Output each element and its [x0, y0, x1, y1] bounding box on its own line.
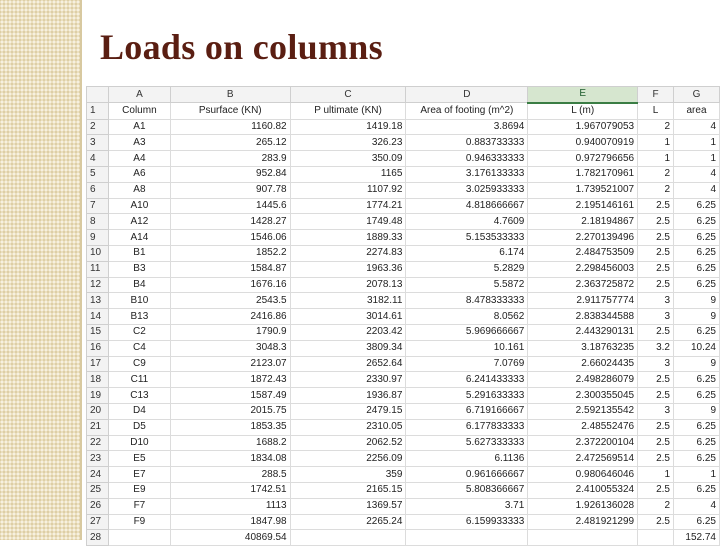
table-cell[interactable]: 0.946333333 [406, 151, 528, 167]
row-number[interactable]: 11 [87, 261, 109, 277]
table-cell[interactable]: D4 [108, 403, 170, 419]
table-cell[interactable]: 907.78 [170, 182, 290, 198]
spreadsheet [86, 86, 720, 543]
table-cell[interactable]: F7 [108, 498, 170, 514]
table-cell[interactable]: E9 [108, 482, 170, 498]
table-cell[interactable]: 2.5 [638, 214, 674, 230]
table-cell[interactable]: 6.25 [674, 388, 720, 404]
table-cell[interactable]: 2.5 [638, 245, 674, 261]
table-cell[interactable] [638, 530, 674, 546]
row-number[interactable]: 14 [87, 309, 109, 325]
table-cell[interactable]: 2.498286079 [528, 372, 638, 388]
table-cell[interactable]: 2.5 [638, 261, 674, 277]
table-cell[interactable] [406, 530, 528, 546]
header-cell[interactable]: L [638, 103, 674, 119]
spreadsheet-table [86, 86, 720, 546]
table-cell[interactable]: 6.174 [406, 245, 528, 261]
table-cell[interactable]: 6.25 [674, 261, 720, 277]
table-cell[interactable]: B3 [108, 261, 170, 277]
header-cell[interactable]: Column [108, 103, 170, 119]
table-cell[interactable]: 6.25 [674, 245, 720, 261]
table-row [87, 230, 720, 246]
sheet-body [87, 103, 720, 546]
table-row [87, 151, 720, 167]
table-cell[interactable]: 2062.52 [290, 435, 406, 451]
table-cell[interactable]: 5.2829 [406, 261, 528, 277]
table-cell[interactable]: 2165.15 [290, 482, 406, 498]
table-cell[interactable]: 6.25 [674, 230, 720, 246]
table-cell[interactable]: 6.25 [674, 198, 720, 214]
table-row [87, 277, 720, 293]
table-row [87, 482, 720, 498]
header-cell[interactable]: Area of footing (m^2) [406, 103, 528, 119]
table-cell[interactable]: 2652.64 [290, 356, 406, 372]
table-row [87, 182, 720, 198]
table-cell[interactable]: 1 [638, 135, 674, 151]
table-cell[interactable]: C2 [108, 324, 170, 340]
table-cell[interactable]: 2.270139496 [528, 230, 638, 246]
table-cell[interactable]: 2.443290131 [528, 324, 638, 340]
table-cell[interactable]: 6.177833333 [406, 419, 528, 435]
table-cell[interactable]: 2203.42 [290, 324, 406, 340]
table-cell[interactable]: 1.782170961 [528, 166, 638, 182]
table-cell[interactable]: C4 [108, 340, 170, 356]
table-cell[interactable]: 9 [674, 356, 720, 372]
table-cell[interactable]: 1847.98 [170, 514, 290, 530]
row-number[interactable]: 8 [87, 214, 109, 230]
table-cell[interactable]: A3 [108, 135, 170, 151]
table-cell[interactable]: 6.1136 [406, 451, 528, 467]
table-cell[interactable]: 3182.11 [290, 293, 406, 309]
table-cell[interactable]: 2 [638, 498, 674, 514]
table-cell[interactable]: F9 [108, 514, 170, 530]
column-header-c[interactable]: C [290, 87, 406, 103]
table-cell[interactable]: 2.5 [638, 419, 674, 435]
table-cell[interactable]: 1 [638, 467, 674, 483]
table-row [87, 340, 720, 356]
table-cell[interactable]: 2078.13 [290, 277, 406, 293]
table-cell[interactable]: 2.472569514 [528, 451, 638, 467]
table-cell[interactable]: 2265.24 [290, 514, 406, 530]
table-cell[interactable]: 1.926136028 [528, 498, 638, 514]
table-cell[interactable]: 7.0769 [406, 356, 528, 372]
table-cell[interactable]: 3 [638, 356, 674, 372]
table-cell[interactable]: 2.410055324 [528, 482, 638, 498]
table-cell[interactable]: A10 [108, 198, 170, 214]
table-cell[interactable]: 2543.5 [170, 293, 290, 309]
decorative-side-pattern [0, 0, 80, 540]
table-cell[interactable]: B10 [108, 293, 170, 309]
table-cell[interactable]: 2.911757774 [528, 293, 638, 309]
table-row [87, 261, 720, 277]
table-row [87, 245, 720, 261]
table-cell[interactable]: 2123.07 [170, 356, 290, 372]
table-cell[interactable]: 1872.43 [170, 372, 290, 388]
table-cell[interactable]: 2.5 [638, 372, 674, 388]
table-cell[interactable]: 6.25 [674, 435, 720, 451]
table-cell[interactable]: 10.24 [674, 340, 720, 356]
table-cell[interactable]: 6.25 [674, 419, 720, 435]
table-cell[interactable]: 6.241433333 [406, 372, 528, 388]
table-cell[interactable]: 1 [674, 467, 720, 483]
table-cell[interactable]: C13 [108, 388, 170, 404]
table-cell[interactable]: 326.23 [290, 135, 406, 151]
table-cell[interactable]: 5.627333333 [406, 435, 528, 451]
table-cell[interactable]: 1852.2 [170, 245, 290, 261]
table-cell[interactable]: 1963.36 [290, 261, 406, 277]
table-cell[interactable]: 3 [638, 403, 674, 419]
table-row [87, 214, 720, 230]
table-cell[interactable]: 3.2 [638, 340, 674, 356]
table-cell[interactable]: 2.5 [638, 482, 674, 498]
table-cell[interactable]: 2.5 [638, 198, 674, 214]
row-number[interactable]: 26 [87, 498, 109, 514]
row-number[interactable]: 6 [87, 182, 109, 198]
table-cell[interactable]: 2.5 [638, 451, 674, 467]
column-header-g[interactable]: G [674, 87, 720, 103]
column-header-b[interactable]: B [170, 87, 290, 103]
table-cell[interactable]: 1688.2 [170, 435, 290, 451]
slide-title: Loads on columns [100, 27, 383, 67]
row-number[interactable]: 25 [87, 482, 109, 498]
table-cell[interactable]: 2.372200104 [528, 435, 638, 451]
table-cell[interactable]: 2.838344588 [528, 309, 638, 325]
table-cell[interactable]: 9 [674, 293, 720, 309]
row-number[interactable]: 21 [87, 419, 109, 435]
row-number[interactable]: 2 [87, 119, 109, 135]
table-cell[interactable]: A6 [108, 166, 170, 182]
table-cell[interactable]: 1445.6 [170, 198, 290, 214]
table-cell[interactable]: 2.5 [638, 514, 674, 530]
table-cell[interactable]: 1889.33 [290, 230, 406, 246]
table-cell[interactable]: B4 [108, 277, 170, 293]
table-cell[interactable]: 1853.35 [170, 419, 290, 435]
table-cell[interactable]: A1 [108, 119, 170, 135]
table-row [87, 388, 720, 404]
table-cell[interactable]: 952.84 [170, 166, 290, 182]
table-cell[interactable]: 4 [674, 166, 720, 182]
table-cell[interactable]: A12 [108, 214, 170, 230]
table-cell[interactable]: 3 [638, 293, 674, 309]
table-cell[interactable]: 2330.97 [290, 372, 406, 388]
table-cell[interactable]: 265.12 [170, 135, 290, 151]
table-cell[interactable]: 10.161 [406, 340, 528, 356]
table-cell[interactable]: 2416.86 [170, 309, 290, 325]
table-cell[interactable]: 2.5 [638, 435, 674, 451]
table-cell[interactable]: 3.71 [406, 498, 528, 514]
table-cell[interactable]: 2.5 [638, 230, 674, 246]
table-cell[interactable]: 3.025933333 [406, 182, 528, 198]
table-cell[interactable]: 6.25 [674, 372, 720, 388]
table-cell[interactable]: 9 [674, 403, 720, 419]
header-cell[interactable]: area [674, 103, 720, 119]
table-row [87, 530, 720, 546]
table-row [87, 419, 720, 435]
table-row [87, 451, 720, 467]
table-cell[interactable]: 4.818666667 [406, 198, 528, 214]
table-cell[interactable]: 1.739521007 [528, 182, 638, 198]
table-cell[interactable]: 1584.87 [170, 261, 290, 277]
table-cell[interactable]: 350.09 [290, 151, 406, 167]
table-cell[interactable]: A4 [108, 151, 170, 167]
table-cell[interactable]: 0.940070919 [528, 135, 638, 151]
table-cell[interactable]: 1546.06 [170, 230, 290, 246]
table-cell[interactable]: A8 [108, 182, 170, 198]
column-header-f[interactable]: F [638, 87, 674, 103]
table-cell[interactable]: 1160.82 [170, 119, 290, 135]
table-cell[interactable]: 0.961666667 [406, 467, 528, 483]
table-cell[interactable] [108, 530, 170, 546]
table-cell[interactable]: 6.25 [674, 514, 720, 530]
table-cell[interactable]: 283.9 [170, 151, 290, 167]
table-cell[interactable]: 2 [638, 182, 674, 198]
row-number[interactable]: 22 [87, 435, 109, 451]
table-cell[interactable]: 1 [674, 151, 720, 167]
table-cell[interactable]: 2.48552476 [528, 419, 638, 435]
row-number[interactable]: 23 [87, 451, 109, 467]
column-letter-row [87, 87, 720, 103]
table-cell[interactable]: 6.25 [674, 214, 720, 230]
table-cell[interactable]: 0.883733333 [406, 135, 528, 151]
table-cell[interactable]: 2.363725872 [528, 277, 638, 293]
table-cell[interactable]: 3.18763235 [528, 340, 638, 356]
table-cell[interactable]: 2.195146161 [528, 198, 638, 214]
table-cell[interactable]: 2256.09 [290, 451, 406, 467]
table-cell[interactable]: D10 [108, 435, 170, 451]
table-cell[interactable]: 5.969666667 [406, 324, 528, 340]
table-cell[interactable]: 3048.3 [170, 340, 290, 356]
table-cell[interactable]: 5.808366667 [406, 482, 528, 498]
table-cell[interactable]: 4 [674, 119, 720, 135]
table-cell[interactable]: 1 [638, 151, 674, 167]
table-row [87, 356, 720, 372]
table-cell[interactable]: 2.5 [638, 388, 674, 404]
table-row [87, 372, 720, 388]
header-cell[interactable]: L (m) [528, 103, 638, 119]
table-cell[interactable]: 2.484753509 [528, 245, 638, 261]
table-cell[interactable]: 6.25 [674, 482, 720, 498]
table-cell[interactable]: C11 [108, 372, 170, 388]
table-cell[interactable]: 2479.15 [290, 403, 406, 419]
table-cell[interactable]: 40869.54 [170, 530, 290, 546]
table-cell[interactable]: 1428.27 [170, 214, 290, 230]
table-row [87, 135, 720, 151]
table-cell[interactable]: 1369.57 [290, 498, 406, 514]
table-cell[interactable]: 9 [674, 309, 720, 325]
table-cell[interactable]: 1587.49 [170, 388, 290, 404]
row-number[interactable]: 19 [87, 388, 109, 404]
table-row [87, 324, 720, 340]
header-cell[interactable]: Psurface (KN) [170, 103, 290, 119]
table-cell[interactable]: 2 [638, 119, 674, 135]
row-number[interactable]: 28 [87, 530, 109, 546]
row-number[interactable]: 10 [87, 245, 109, 261]
row-number[interactable]: 4 [87, 151, 109, 167]
table-cell[interactable]: 6.719166667 [406, 403, 528, 419]
table-cell[interactable]: 2.5 [638, 324, 674, 340]
table-cell[interactable]: 152.74 [674, 530, 720, 546]
table-cell[interactable]: 3.176133333 [406, 166, 528, 182]
table-cell[interactable]: 6.25 [674, 451, 720, 467]
table-cell[interactable]: 0.980646046 [528, 467, 638, 483]
row-number[interactable]: 18 [87, 372, 109, 388]
row-number[interactable]: 12 [87, 277, 109, 293]
table-cell[interactable]: 1.967079053 [528, 119, 638, 135]
table-cell[interactable]: 3.8694 [406, 119, 528, 135]
table-cell[interactable]: C9 [108, 356, 170, 372]
table-cell[interactable]: 2.18194867 [528, 214, 638, 230]
table-row [87, 119, 720, 135]
table-cell[interactable]: 359 [290, 467, 406, 483]
table-cell[interactable]: 6.25 [674, 277, 720, 293]
table-cell[interactable]: 1774.21 [290, 198, 406, 214]
row-number[interactable]: 17 [87, 356, 109, 372]
table-cell[interactable]: 1165 [290, 166, 406, 182]
table-cell[interactable]: 3014.61 [290, 309, 406, 325]
table-cell[interactable]: 3 [638, 309, 674, 325]
table-cell[interactable]: 6.25 [674, 324, 720, 340]
table-cell[interactable]: 1742.51 [170, 482, 290, 498]
table-cell[interactable] [290, 530, 406, 546]
table-row [87, 498, 720, 514]
table-cell[interactable]: 0.972796656 [528, 151, 638, 167]
row-number[interactable]: 13 [87, 293, 109, 309]
table-cell[interactable]: 8.478333333 [406, 293, 528, 309]
table-cell[interactable]: 288.5 [170, 467, 290, 483]
table-cell[interactable]: 4.7609 [406, 214, 528, 230]
side-divider [80, 0, 82, 540]
table-cell[interactable]: A14 [108, 230, 170, 246]
table-row [87, 198, 720, 214]
table-cell[interactable]: 1790.9 [170, 324, 290, 340]
table-cell[interactable]: 1113 [170, 498, 290, 514]
table-cell[interactable]: 4 [674, 498, 720, 514]
table-row [87, 309, 720, 325]
table-cell[interactable]: 2.592135542 [528, 403, 638, 419]
table-row [87, 467, 720, 483]
table-cell[interactable]: 1 [674, 135, 720, 151]
table-cell[interactable]: 6.159933333 [406, 514, 528, 530]
table-cell[interactable]: 1107.92 [290, 182, 406, 198]
table-cell[interactable]: B13 [108, 309, 170, 325]
table-cell[interactable]: 2310.05 [290, 419, 406, 435]
table-cell[interactable] [528, 530, 638, 546]
row-number[interactable]: 15 [87, 324, 109, 340]
table-cell[interactable]: 2.298456003 [528, 261, 638, 277]
table-cell[interactable]: 1749.48 [290, 214, 406, 230]
row-number[interactable]: 3 [87, 135, 109, 151]
table-cell[interactable]: 5.153533333 [406, 230, 528, 246]
table-cell[interactable]: 2.481921299 [528, 514, 638, 530]
header-row [87, 103, 720, 119]
table-cell[interactable]: 1419.18 [290, 119, 406, 135]
table-cell[interactable]: 5.5872 [406, 277, 528, 293]
row-number[interactable]: 7 [87, 198, 109, 214]
table-cell[interactable]: 1834.08 [170, 451, 290, 467]
row-number[interactable]: 20 [87, 403, 109, 419]
table-cell[interactable]: 1936.87 [290, 388, 406, 404]
row-number[interactable]: 1 [87, 103, 109, 119]
row-number[interactable]: 16 [87, 340, 109, 356]
table-row [87, 293, 720, 309]
table-row [87, 514, 720, 530]
table-cell[interactable]: D5 [108, 419, 170, 435]
table-cell[interactable]: B1 [108, 245, 170, 261]
row-number[interactable]: 27 [87, 514, 109, 530]
select-all-corner[interactable] [87, 87, 109, 103]
header-cell[interactable]: P ultimate (KN) [290, 103, 406, 119]
table-cell[interactable]: E7 [108, 467, 170, 483]
row-number[interactable]: 9 [87, 230, 109, 246]
row-number[interactable]: 24 [87, 467, 109, 483]
table-cell[interactable]: 2.300355045 [528, 388, 638, 404]
table-row [87, 435, 720, 451]
table-row [87, 403, 720, 419]
table-cell[interactable]: E5 [108, 451, 170, 467]
table-cell[interactable]: 1676.16 [170, 277, 290, 293]
table-cell[interactable]: 5.291633333 [406, 388, 528, 404]
table-cell[interactable]: 2.5 [638, 277, 674, 293]
table-cell[interactable]: 2.66024435 [528, 356, 638, 372]
row-number[interactable]: 5 [87, 166, 109, 182]
table-cell[interactable]: 2 [638, 166, 674, 182]
table-cell[interactable]: 8.0562 [406, 309, 528, 325]
column-header-a[interactable]: A [108, 87, 170, 103]
column-header-d[interactable]: D [406, 87, 528, 103]
table-cell[interactable]: 2274.83 [290, 245, 406, 261]
table-cell[interactable]: 2015.75 [170, 403, 290, 419]
table-cell[interactable]: 3809.34 [290, 340, 406, 356]
table-cell[interactable]: 4 [674, 182, 720, 198]
table-row [87, 166, 720, 182]
column-header-e[interactable]: E [528, 87, 638, 103]
